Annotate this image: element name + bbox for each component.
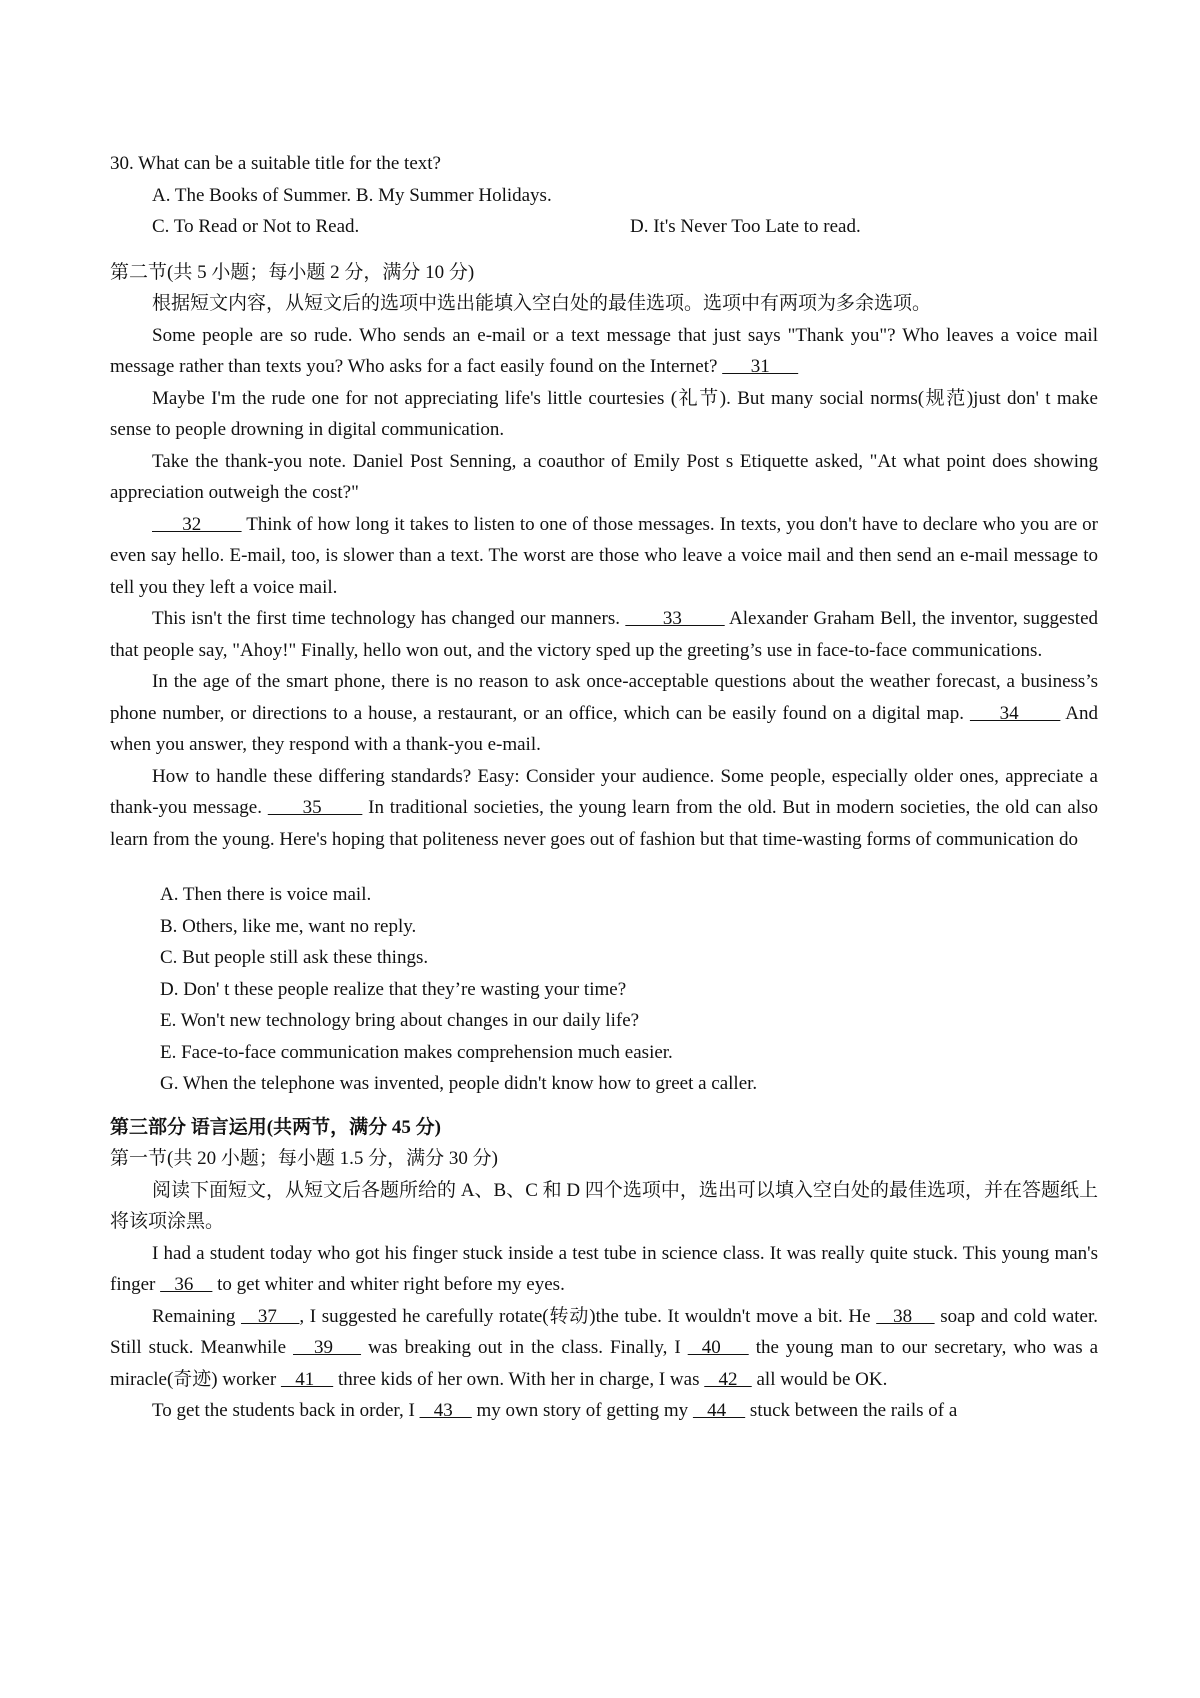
passage-paragraph-3: Take the thank-you note. Daniel Post Senning, a coauthor of Emily Post s Etiquette asked, "At what point does showing appreciation outweigh the cost?" (110, 450, 1098, 503)
paragraph-text: all would be OK. (751, 1368, 888, 1390)
paragraph-text: In the age of the smart phone, there is no reason to ask once-acceptable questions about the weather forecast, a business’s phone number, or directions to a house, a restaurant, or an office, which can be easily found on a digital map. (110, 671, 1098, 724)
option-b: B. Others, like me, want no reply. (160, 915, 417, 937)
blank-38: 38 (876, 1305, 935, 1327)
section-2-instruction: 根据短文内容，从短文后的选项中选出能填入空白处的最佳选项。选项中有两项为多余选项。 (152, 293, 932, 314)
paragraph-text: This isn't the first time technology has changed our manners. (152, 608, 626, 629)
blank-36: 36 (160, 1274, 213, 1295)
part-3-sub-heading: 第一节(共 20 小题；每小题 1.5 分，满分 30 分) (110, 1148, 498, 1169)
blank-34: 34 (969, 702, 1061, 724)
blank-35: 35 (267, 797, 363, 818)
paragraph-text: Remaining (152, 1305, 242, 1327)
blank-41: 41 (280, 1368, 334, 1390)
question-30-options-cd (110, 211, 1098, 243)
paragraph-text: soap and cold water. Still stuck. Meanwhile (110, 1305, 1098, 1358)
question-30-options-ab: A. The Books of Summer. B. My Summer Holidays. (152, 184, 552, 206)
blank-43: 43 (419, 1400, 472, 1421)
question-30-option-d: D. It's Never Too Late to read. (630, 216, 861, 237)
blank-32: 32 (152, 513, 242, 535)
paragraph-text: to get whiter and whiter right before my eyes. (212, 1274, 565, 1295)
passage-paragraph-1 (110, 320, 1098, 383)
passage-paragraph-6 (110, 666, 1098, 761)
cloze-paragraph-1 (110, 1238, 1098, 1301)
passage-paragraph-7 (110, 761, 1098, 856)
passage-paragraph-5 (110, 603, 1098, 666)
passage-paragraph-2: Maybe I'm the rude one for not appreciating life's little courtesies (礼节). But many social norms(规范)just don' t make sense to people drowning in digital communication. (110, 387, 1098, 440)
paragraph-text: Some people are so rude. Who sends an e-mail or a text message that just says "Thank you"? Who leaves a voice mail message rather than texts you? Who asks for a fact easily found on the Internet? (110, 324, 1098, 377)
paragraph-text: How to handle these differing standards? Easy: Consider your audience. Some people, especially older ones, appreciate a thank-you message. (110, 765, 1098, 818)
cloze-paragraph-2 (110, 1301, 1098, 1396)
question-30-option-c: C. To Read or Not to Read. (152, 216, 360, 237)
paragraph-text: In traditional societies, the young learn from the old. But in modern societies, the old can also learn from the young. Here's hoping that politeness never goes out of fashion but that time-wasting forms of communication do (110, 797, 1099, 850)
blank-44: 44 (692, 1400, 746, 1421)
cloze-paragraph-3 (110, 1395, 1098, 1427)
paragraph-text: was breaking out in the class. Finally, I (361, 1337, 688, 1358)
option-c: C. But people still ask these things. (160, 947, 429, 968)
paragraph-text: And when you answer, they respond with a thank-you e-mail. (110, 702, 1098, 755)
section-2-options (110, 879, 1098, 1100)
blank-40: 40 (687, 1337, 749, 1358)
paragraph-text: my own story of getting my (471, 1400, 693, 1421)
passage-paragraph-4 (110, 509, 1098, 604)
blank-39: 39 (293, 1337, 362, 1358)
option-e-duplicate: E. Face-to-face communication makes comprehension much easier. (160, 1041, 673, 1063)
blank-31: 31 (722, 356, 799, 377)
paragraph-text: three kids of her own. With her in charge, I was (333, 1368, 705, 1390)
paragraph-text: Think of how long it takes to listen to one of those messages. In texts, you don't have to declare who you are or even say hello. E-mail, too, is slower than a text. The worst are those who leave a voice mail and then send an e-mail message to tell you they left a voice mail. (110, 513, 1099, 598)
option-d: D. Don' t these people realize that they’re wasting your time? (160, 978, 627, 1000)
part-3 (110, 1112, 1098, 1427)
part-3-heading: 第三部分 语言运用(共两节，满分 45 分) (110, 1116, 441, 1138)
section-2 (110, 257, 1098, 1100)
blank-42: 42 (704, 1368, 752, 1390)
part-3-instruction: 阅读下面短文，从短文后各题所给的 A、B、C 和 D 四个选项中，选出可以填入空白处的最佳选项，并在答题纸上将该项涂黑。 (110, 1179, 1098, 1232)
option-e: E. Won't new technology bring about changes in our daily life? (160, 1010, 640, 1031)
paragraph-text: stuck between the rails of a (745, 1400, 958, 1421)
section-2-heading: 第二节(共 5 小题；每小题 2 分，满分 10 分) (110, 261, 475, 283)
paragraph-text: I had a student today who got his finger stuck inside a test tube in science class. It was really quite stuck. This young man's finger (110, 1242, 1098, 1295)
paragraph-text: Alexander Graham Bell, the inventor, suggested that people say, "Ahoy!" Finally, hello won out, and the victory sped up the greeting’s use in face-to-face communications. (110, 608, 1099, 661)
paragraph-text: , I suggested he carefully rotate(转动)the tube. It wouldn't move a bit. He (299, 1305, 877, 1327)
blank-37: 37 (241, 1305, 300, 1327)
blank-33: 33 (625, 608, 725, 629)
question-30-stem: 30. What can be a suitable title for the text? (110, 153, 441, 174)
option-a: A. Then there is voice mail. (160, 884, 372, 905)
option-g: G. When the telephone was invented, people didn't know how to greet a caller. (160, 1073, 758, 1094)
paragraph-text: To get the students back in order, I (152, 1400, 420, 1421)
question-30 (110, 148, 1098, 243)
paragraph-text: the young man to our secretary, who was a miracle(奇迹) worker (110, 1337, 1099, 1390)
